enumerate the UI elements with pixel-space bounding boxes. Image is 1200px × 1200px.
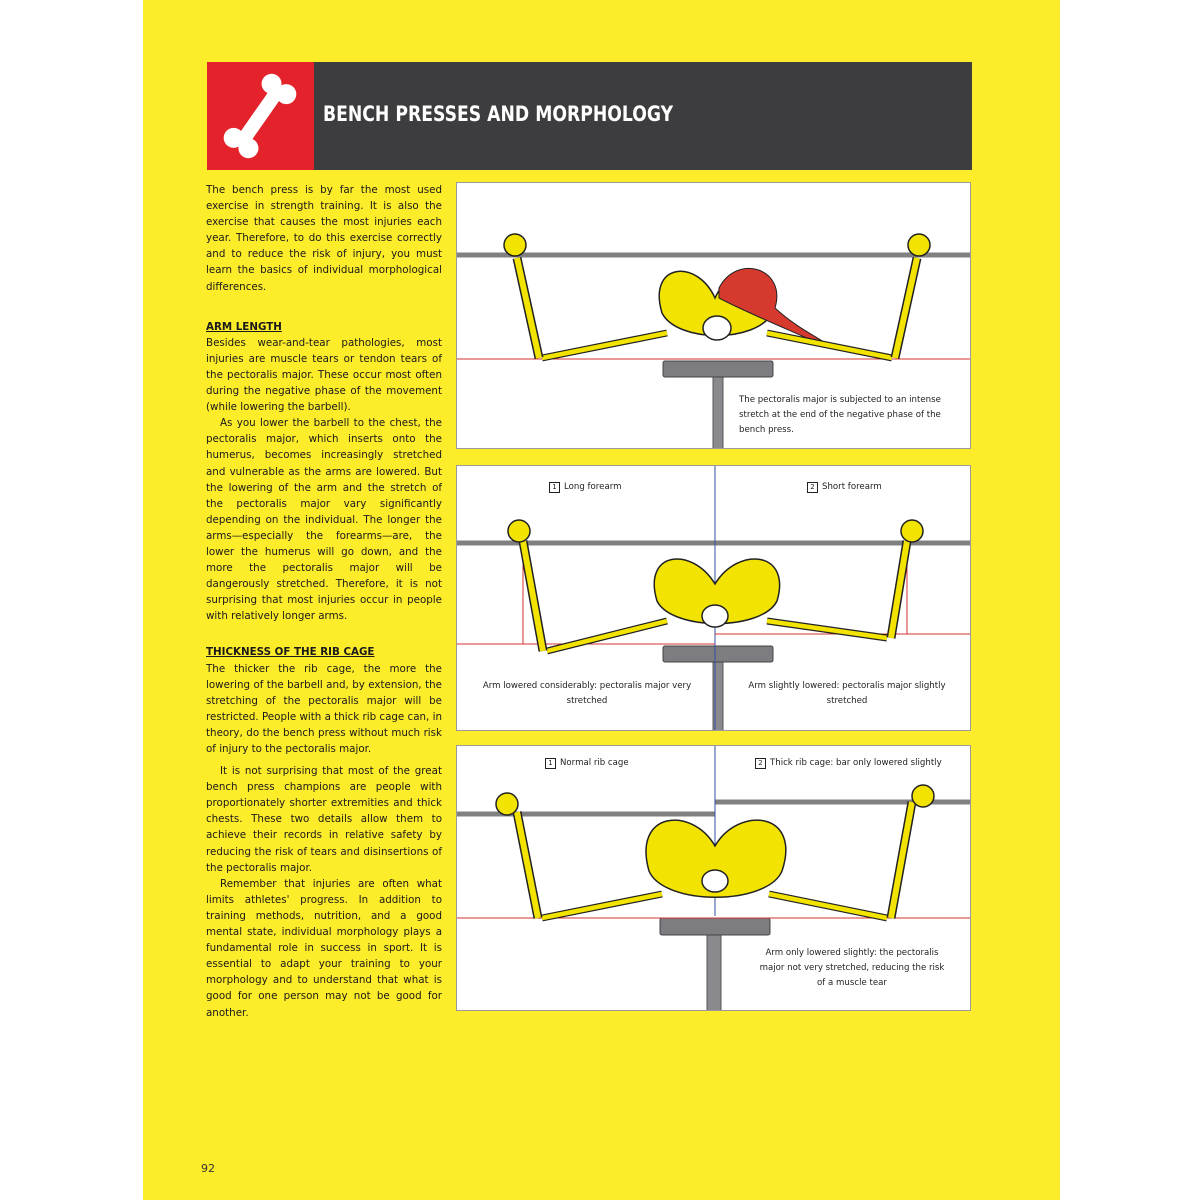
bone-icon <box>207 62 314 170</box>
figure2-label-1-text: Long forearm <box>564 482 622 492</box>
intro-paragraph: The bench press is by far the most used exercise in strength training. It is also the exercise that causes the most injuries each year. Therefore, to do this exercise correctly and to reduce the risk of injury, you must learn the basics of individual morphological differences. <box>206 184 442 293</box>
figure-rib-cage-thickness <box>456 745 971 1011</box>
page-title: BENCH PRESSES AND MORPHOLOGY <box>323 102 674 126</box>
page <box>143 0 1060 1200</box>
figure2-label-2-number: 2 <box>807 482 818 493</box>
heading-rib-cage: THICKNESS OF THE RIB CAGE <box>206 646 375 659</box>
figure3-label-2-number: 2 <box>755 758 766 769</box>
figure1-caption: The pectoralis major is subjected to an intense stretch at the end of the negative phase of the bench press. <box>739 395 941 435</box>
arm-length-paragraph-1: Besides wear-and-tear pathologies, most injuries are muscle tears or tendon tears of the pectoralis major. These occur most often during the negative phase of the movement (while lowering the barbell). <box>206 336 442 414</box>
section-header <box>207 62 972 170</box>
rib-cage-paragraph-2: It is not surprising that most of the great bench press champions are people with proportionately shorter extremities and thick chests. These two details allow them to achieve their records in relative safety by reducing the risk of tears and disinsertions of the pectoralis major. <box>206 765 442 874</box>
figure2-label-1-number: 1 <box>549 482 560 493</box>
header-badge <box>207 62 314 170</box>
rib-cage-paragraph-1: The thicker the rib cage, the more the lowering of the barbell and, by extension, the stretching of the pectoralis major will be restricted. People with a thick rib cage can, in theory, do the bench press without much risk of injury to the pectoralis major. <box>206 662 442 755</box>
arm-length-paragraph-2: As you lower the barbell to the chest, the pectoralis major, which inserts onto the humerus, becomes increasingly stretched and vulnerable as the arms are lowered. But the lowering of the arm and the stretch of the pectoralis major vary significantly depending on the individual. The longer the arms—especially the forearms—are, the lower the humerus will go down, and the more the pectoralis major will be dangerously stretched. Therefore, it is not surprising that most injuries occur in people with relatively longer arms. <box>206 417 442 623</box>
figure-forearm-length <box>456 465 971 731</box>
figure-pectoral-stretch <box>456 182 971 449</box>
figure2-label-1 <box>549 482 621 493</box>
figure2-label-2-text: Short forearm <box>822 482 882 492</box>
figure2-label-2 <box>807 482 882 493</box>
figure3-caption: Arm only lowered slightly: the pectoralis major not very stretched, reducing the risk of a muscle tear <box>759 948 945 988</box>
body-text-column <box>206 182 442 1021</box>
figure3-label-1-text: Normal rib cage <box>560 758 629 768</box>
figure3-label-1-number: 1 <box>545 758 556 769</box>
figure3-label-2 <box>755 758 942 769</box>
page-number: 92 <box>201 1162 215 1175</box>
rib-cage-paragraph-3: Remember that injuries are often what limits athletes' progress. In addition to training methods, nutrition, and a good mental state, individual morphology plays a fundamental role in success in sport. It is essential to adapt your training to your morphology and to understand that what is good for one person may not be good for another. <box>206 877 442 1019</box>
figure2-caption-left: Arm lowered considerably: pectoralis major very stretched <box>482 681 692 706</box>
figure3-label-1 <box>545 758 629 769</box>
heading-arm-length: ARM LENGTH <box>206 320 282 333</box>
figure3-label-2-text: Thick rib cage: bar only lowered slightly <box>770 758 942 768</box>
figure2-caption-right: Arm slightly lowered: pectoralis major slightly stretched <box>748 681 946 706</box>
